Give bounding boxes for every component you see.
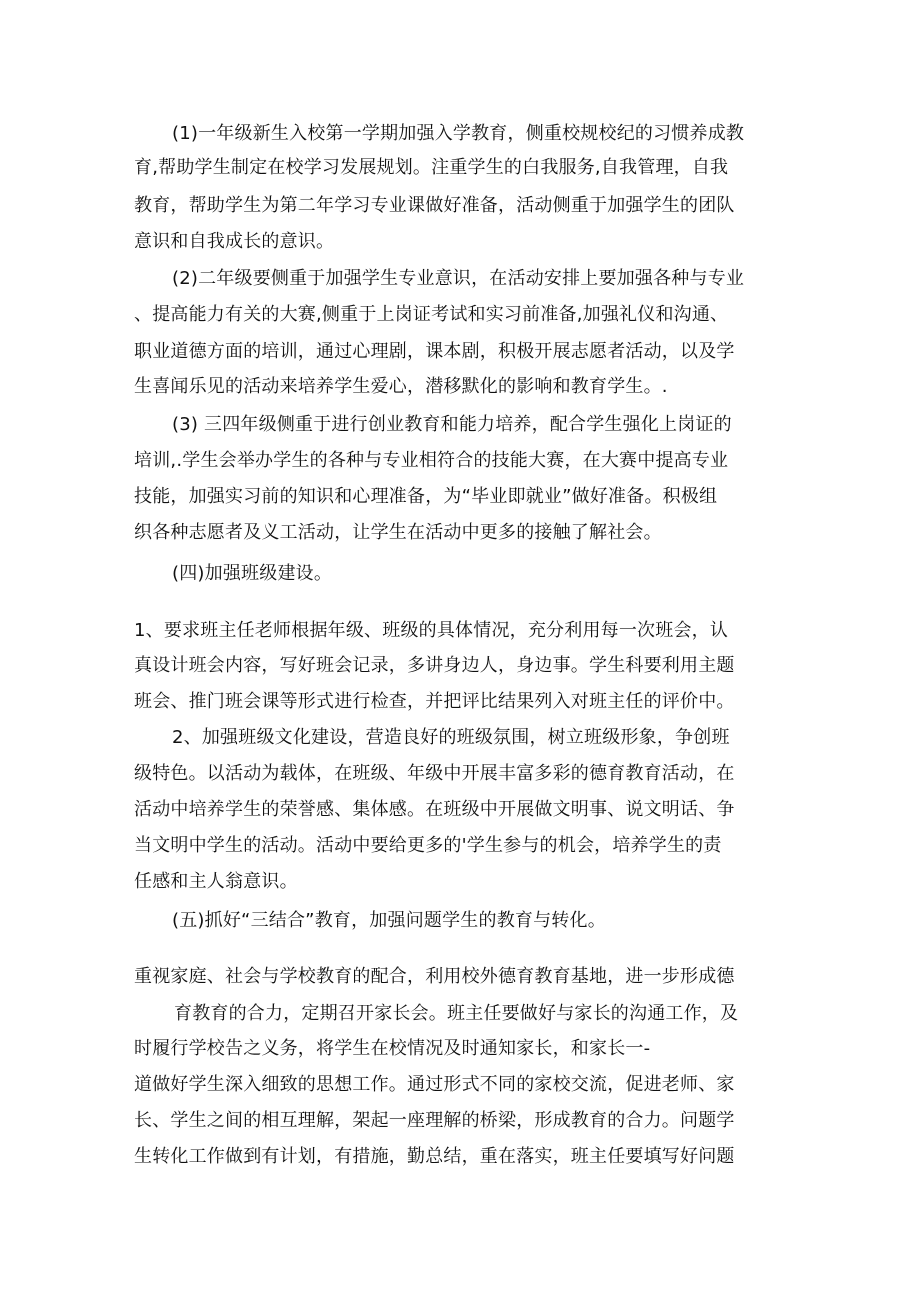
para-1-line-2: 育,帮助学生制定在校学习发展规划。注重学生的白我服务,自我管理，自我 [134,157,729,178]
item-2-line-4: 当文明中学生的活动。活动中要给更多的'学生参与的机会，培养学生的责 [134,835,722,856]
para-2-line-4: 生喜闻乐见的活动来培养学生爱心，潜移默化的影响和教育学生。. [134,376,668,397]
para-1-line-3: 教育，帮助学生为第二年学习专业课做好准备，活动侧重于加强学生的团队 [134,195,735,216]
para-5-line-2: 育教育的合力，定期召开家长会。班主任要做好与家长的沟通工作，及 [174,1003,739,1024]
item-1-line-3: 班会、推门班会课等形式进行检查，并把评比结果列入对班主任的评价中。 [134,691,735,712]
para-3-line-1: (3) 三四年级侧重于进行创业教育和能力培养，配合学生强化上岗证的 [172,414,732,435]
para-3-line-4: 织各种志愿者及义工活动，让学生在活动中更多的接触了解社会。 [134,522,662,543]
para-2-line-2: 、提高能力有关的大赛,侧重于上岗证考试和实习前准备,加强礼仪和沟通、 [134,304,729,325]
para-5-line-5: 长、学生之间的相互理解，架起一座理解的桥梁，形成教育的合力。问题学 [134,1110,735,1131]
para-3-line-3: 技能，加强实习前的知识和心理准备，为“毕业即就业”做好准备。积极组 [134,486,718,507]
item-2-line-2: 级特色。以活动为载体，在班级、年级中开展丰富多彩的德育教育活动，在 [134,763,735,784]
para-1-line-1: (1)一年级新生入校第一学期加强入学教育，侧重校规校纪的习惯养成教 [172,123,745,144]
para-3-line-2: 培训,.学生会举办学生的各种与专业相符合的技能大赛，在大赛中提高专业 [134,450,729,471]
item-2-line-5: 任感和主人翁意识。 [134,871,298,892]
para-5-line-6: 生转化工作做到有计划，有措施，勤总结，重在落实，班主任要填写好问题 [134,1146,735,1167]
item-2-line-1: 2、加强班级文化建设，营造良好的班级氛围，树立班级形象，争创班 [172,727,730,748]
para-5-line-1: 重视家庭、社会与学校教育的配合，利用校外德育教育基地，进一步形成德 [134,966,735,987]
para-5-line-4: 道做好学生深入细致的思想工作。通过形式不同的家校交流，促进老师、家 [134,1074,735,1095]
section-heading-5: (五)抓好“三结合”教育，加强问题学生的教育与转化。 [172,910,606,931]
para-2-line-1: (2)二年级要侧重于加强学生专业意识，在活动安排上要加强各种与专业 [172,268,745,289]
para-2-line-3: 职业道德方面的培训，通过心理剧，课本剧，积极开展志愿者活动，以及学 [134,341,735,362]
para-5-line-3: 时履行学校告之义务，将学生在校情况及时通知家长，和家长一- [134,1038,651,1059]
item-1-line-2: 真设计班会内容，写好班会记录，多讲身边人，身边事。学生科要利用主题 [134,655,735,676]
item-2-line-3: 活动中培养学生的荣誉感、集体感。在班级中开展做文明事、说文明话、争 [134,799,735,820]
section-heading-4: (四)加强班级建设。 [172,563,333,584]
para-1-line-4: 意识和自我成长的意识。 [134,231,335,252]
item-1-line-1: 1、要求班主任老师根据年级、班级的具体情况，充分利用每一次班会，认 [134,620,729,641]
